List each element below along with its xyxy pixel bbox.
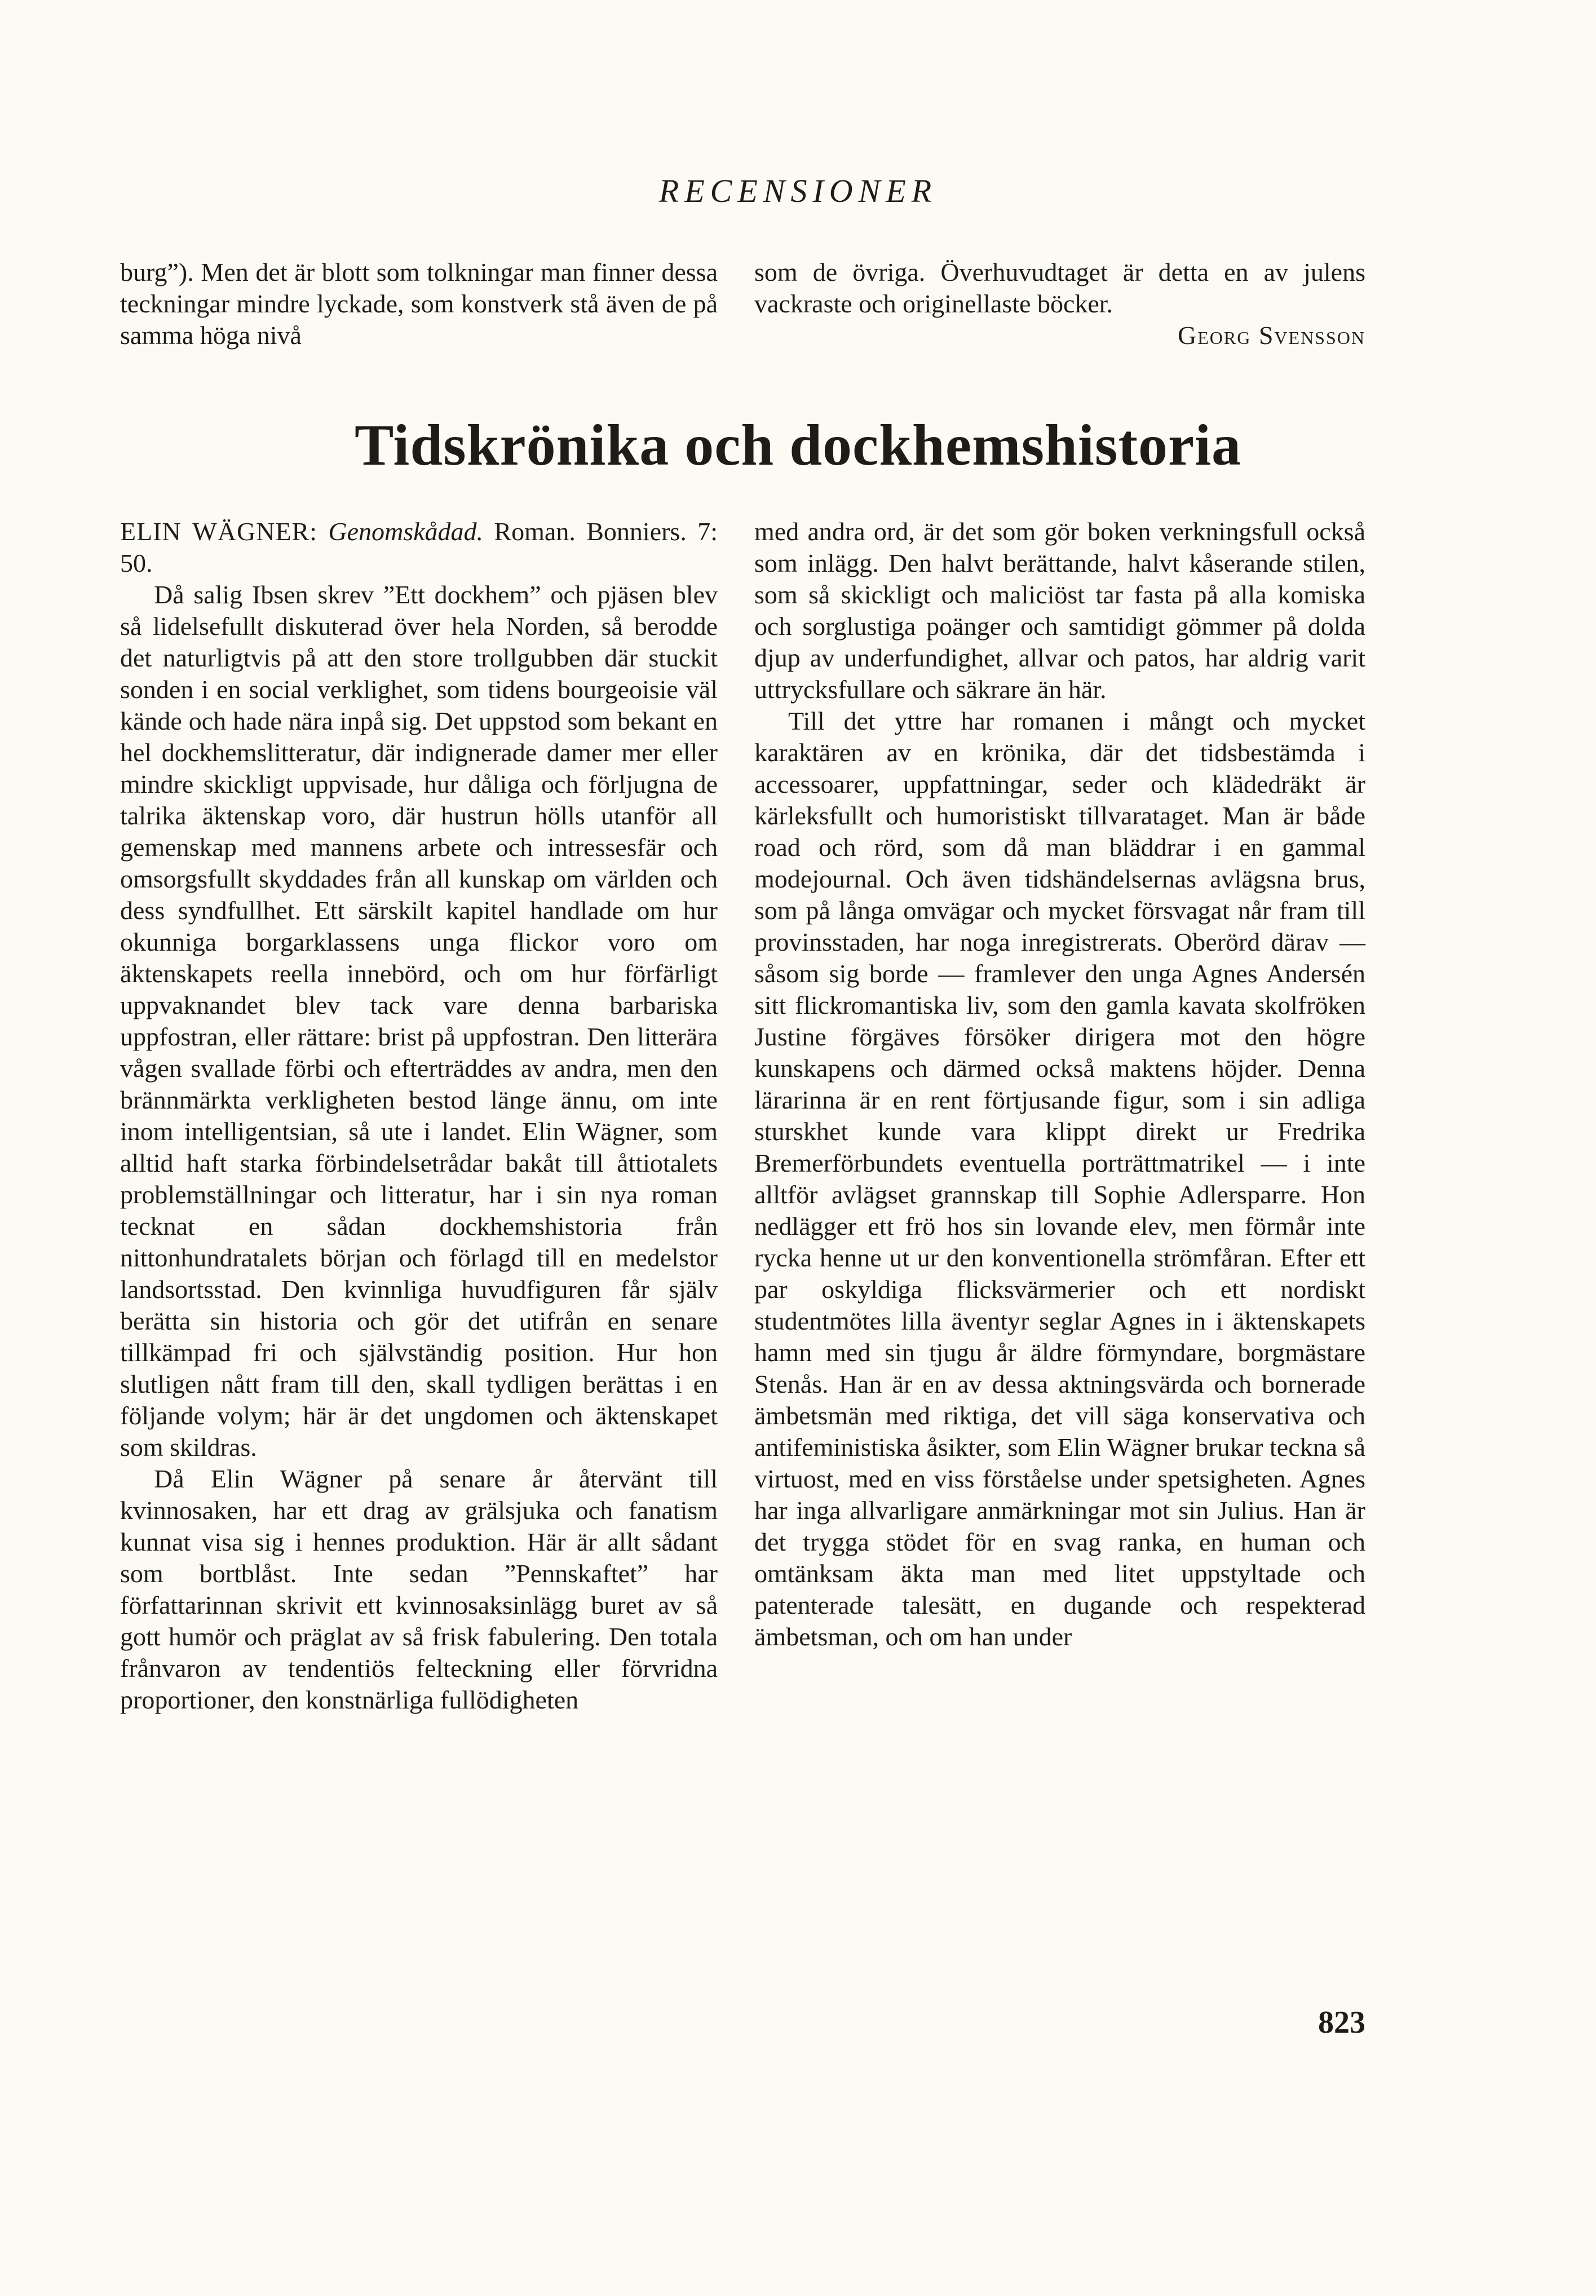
running-head: RECENSIONER (658, 173, 938, 209)
review-paragraph: Då Elin Wägner på senare år återvänt till kvinnosaken, har ett drag av grälsjuka och fanatism kunnat visa sig i hennes produktion. Här är allt sådant som bortblåst. Inte sedan ”Pennskaftet” har författarinnan skrivit ett kvinnosaksinlägg buret av så gott humör och präglat av så frisk fabulering. Den totala frånvaron av tendentiös felteckning eller förvridna proportioner, den konstnärliga fullödigheten (120, 1464, 718, 1714)
review-paragraph: Då salig Ibsen skrev ”Ett dockhem” och pjäsen blev så lidelsefullt diskuterad över hela Norden, så berodde det naturligtvis på att den store trollgubben där stuckit sonden i en social verklighet, som tidens bourgeoisie väl kände och hade nära inpå sig. Det uppstod som bekant en hel dockhemslitteratur, där indignerade damer mer eller mindre skickligt uppvisade, hur dåliga och förljugna de talrika äktenskap voro, där hustrun hölls utanför all gemenskap med mannens arbete och intressesfär och omsorgsfullt skyddades från all kunskap om världen och dess syndfullhet. Ett särskilt kapitel handlade om hur okunniga borgarklassens unga flickor voro om äktenskapets reella innebörd, och om hur förfärligt uppvaknandet blev tack vare denna barbariska uppfostran, eller rättare: brist på uppfostran. Den litterära vågen svallade förbi och efterträddes av andra, men den brännmärkta verkligheten bestod länge ännu, om inte inom intelligentsian, så ute i landet. Elin Wägner, som alltid haft starka förbindelsetrådar bakåt till åttiotalets problemställningar och litteratur, har i sin nya roman tecknat en sådan dockhemshistoria från nittonhundratalets början och förlagd till en medelstor landsortsstad. Den kvinnliga huvudfiguren får själv berätta sin historia och gör det utifrån en senare tillkämpad fri och självständig position. Hur hon slutligen nått fram till den, skall tydligen berättas i en följande volym; här är det ungdomen och äktenskapet som skildras. (120, 580, 718, 1462)
review-right-column (754, 516, 1365, 1653)
book-publication: Roman. Bonniers. 7: 50. (120, 517, 718, 577)
previous-review-text-right: som de övriga. Överhuvudtaget är detta en av julens vackraste och originellaste böcker. (754, 258, 1365, 318)
review-title: Tidskrönika och dockhemshistoria (354, 413, 1242, 478)
reviewer-signature: Georg Svensson (1178, 321, 1365, 350)
previous-review-right-column (754, 257, 1365, 351)
book-title: Genomskådad. (328, 517, 484, 546)
previous-review-left-column (120, 257, 718, 351)
book-author: ELIN WÄGNER: (120, 517, 317, 546)
page-number: 823 (1318, 2005, 1365, 2040)
review-paragraph: Till det yttre har romanen i mångt och mycket karaktären av en krönika, där det tidsbestämda i accessoarer, uppfattningar, seder och klädedräkt är kärleksfullt och humoristiskt tillvarataget. Man är både road och rörd, som då man bläddrar i en gammal modejournal. Och även tidshändelsernas avlägsna brus, som på långa omvägar och mycket försvagat når fram till provinsstaden, har noga inregistrerats. Oberörd därav — såsom sig borde — framlever den unga Agnes Andersén sitt flickromantiska liv, som den gamla kavata skolfröken Justine förgäves försöker dirigera mot den högre kunskapens och därmed också maktens höjder. Denna lärarinna är en rent förtjusande figur, som i sin adliga sturskhet kunde vara klippt direkt ur Fredrika Bremerförbundets eventuella porträttmatrikel — i inte alltför avlägset grannskap till Sophie Adlersparre. Hon nedlägger ett frö hos sin lovande elev, men förmår inte rycka henne ut ur den konventionella strömfåran. Efter ett par oskyldiga flicksvärmerier och ett nordiskt studentmötes lilla äventyr seglar Agnes in i äktenskapets hamn med sin tjugu år äldre förmyndare, borgmästare Stenås. Han är en av dessa aktningsvärda och bornerade ämbetsmän med riktiga, det vill säga konservativa och antifeministiska åsikter, som Elin Wägner brukar teckna så virtuost, med en viss förståelse under spetsigheten. Agnes har inga allvarligare anmärkningar mot sin Julius. Han är det trygga stödet för en svag ranka, en human och omtänksam äkta man med litet uppstyltade och patenterade talesätt, en dugande och respekterad ämbetsman, och om han under (754, 707, 1365, 1651)
previous-review-text-left: burg”). Men det är blott som tolkningar man finner dessa teckningar mindre lyckade, som konstverk stå även de på samma höga nivå (120, 258, 718, 350)
review-paragraph: med andra ord, är det som gör boken verkningsfull också som inlägg. Den halvt berättande, halvt kåserande stilen, som så skickligt och maliciöst tar fasta på alla komiska och sorglustiga poänger och samtidigt gömmer på dolda djup av underfundighet, allvar och patos, har aldrig varit uttrycksfullare och säkrare än här. (754, 517, 1365, 704)
review-left-column (120, 516, 718, 1716)
book-byline (120, 516, 718, 579)
